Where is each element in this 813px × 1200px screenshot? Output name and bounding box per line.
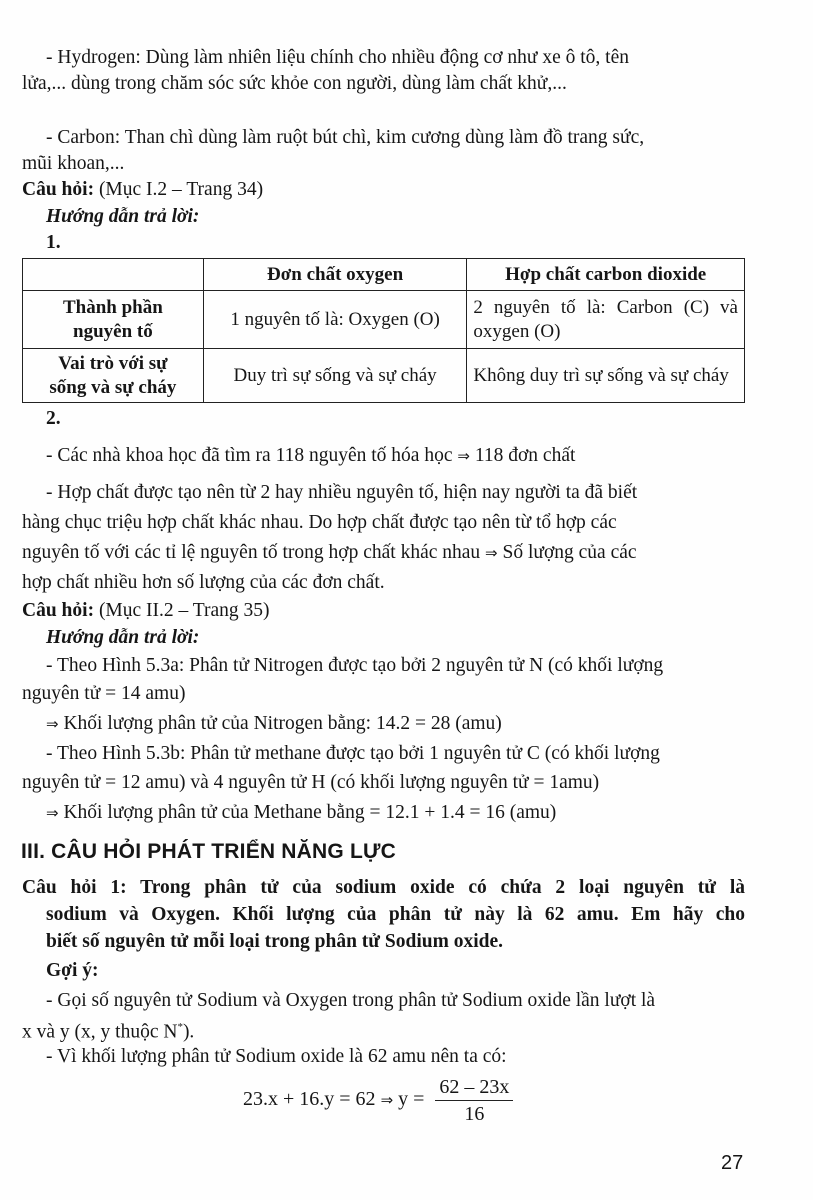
q1-line-2: sodium và Oxygen. Khối lượng của phân tử này là 62 amu. Em hãy cho: [46, 904, 745, 925]
row-label-line: Thành phần: [62, 296, 163, 318]
row-label-composition: [23, 291, 204, 349]
hint-line-3: - Vì khối lượng phân tử Sodium oxide là 62 amu nên ta có:: [46, 1046, 507, 1067]
nitrogen-line-2: nguyên tử = 14 amu): [22, 683, 186, 704]
hint-label: Gợi ý:: [46, 960, 99, 981]
cell-co2-composition: 2 nguyên tố là: Carbon (C) và oxygen (O): [467, 291, 745, 349]
text-span: nguyên tố với các tỉ lệ nguyên tố trong hợp chất khác nhau: [22, 542, 486, 563]
hint-line-1: - Gọi số nguyên tử Sodium và Oxygen trong phân tử Sodium oxide lần lượt là: [46, 990, 656, 1011]
superscript-star: *: [177, 1021, 183, 1033]
hint-line-2: [22, 1014, 194, 1046]
row-label-role: [23, 349, 204, 403]
implies-arrow-icon: ⇒: [380, 1091, 394, 1110]
table-row: [23, 291, 745, 349]
cell-co2-role: Không duy trì sự sống và sự cháy: [467, 349, 745, 403]
text-span: Khối lượng phân tử của Methane bằng = 12.1 + 1.4 = 16 (amu): [58, 802, 557, 823]
question-a-guide: Hướng dẫn trả lời:: [46, 206, 200, 227]
q1-line-3: biết số nguyên tử mỗi loại trong phân tử Sodium oxide.: [46, 931, 503, 952]
carbon-line-2: mũi khoan,...: [22, 153, 125, 174]
hydrogen-line-1: - Hydrogen: Dùng làm nhiên liệu chính cho nhiều động cơ như xe ô tô, tên: [46, 47, 630, 68]
fraction-numerator: 62 – 23x: [435, 1074, 513, 1101]
fraction: [435, 1074, 513, 1127]
question-b-guide: Hướng dẫn trả lời:: [46, 627, 200, 648]
text-span: Khối lượng phân tử của Nitrogen bằng: 14.2 = 28 (amu): [58, 713, 502, 734]
cell-oxygen-role: Duy trì sự sống và sự cháy: [203, 349, 467, 403]
row-label-line: nguyên tố: [73, 320, 153, 342]
text-span: - Các nhà khoa học đã tìm ra 118 nguyên tố hóa học: [46, 445, 458, 466]
hydrogen-line-2: lửa,... dùng trong chăm sóc sức khỏe con người, dùng làm chất khử,...: [22, 73, 567, 94]
table-header-co2: Hợp chất carbon dioxide: [467, 259, 745, 291]
equation-mid: y =: [393, 1088, 430, 1111]
implies-arrow-icon: ⇒: [46, 804, 59, 822]
text-span: ).: [182, 1021, 195, 1043]
equation: [243, 1074, 513, 1127]
implies-arrow-icon: ⇒: [457, 447, 470, 465]
table-header-row: [23, 259, 745, 291]
q1-line-1: Câu hỏi 1: Trong phân tử của sodium oxide có chứa 2 loại nguyên tử là: [22, 877, 745, 898]
text-span: Số lượng của các: [497, 542, 637, 563]
methane-line-2: nguyên tử = 12 amu) và 4 nguyên tử H (có khối lượng nguyên tử = 1amu): [22, 772, 600, 793]
question-a-heading: [22, 176, 263, 203]
nitrogen-line-1: - Theo Hình 5.3a: Phân tử Nitrogen được tạo bởi 2 nguyên tử N (có khối lượng: [46, 655, 664, 676]
section-heading: III. CÂU HỎI PHÁT TRIỂN NĂNG LỰC: [21, 840, 396, 863]
carbon-line-1: - Carbon: Than chì dùng làm ruột bút chì, kim cương dùng làm đồ trang sức,: [46, 127, 645, 148]
row-label-line: Vai trò với sự: [58, 352, 168, 374]
equation-lhs: 23.x + 16.y = 62: [243, 1088, 381, 1111]
cell-oxygen-composition: 1 nguyên tố là: Oxygen (O): [203, 291, 467, 349]
implies-arrow-icon: ⇒: [485, 544, 498, 562]
text-span: 118 đơn chất: [469, 445, 576, 466]
methane-line-1: - Theo Hình 5.3b: Phân tử methane được tạo bởi 1 nguyên tử C (có khối lượng: [46, 743, 660, 764]
part-2-para-line-4: hợp chất nhiều hơn số lượng của các đơn chất.: [22, 572, 385, 593]
part-1-label: 1.: [46, 232, 61, 253]
methane-result: [46, 799, 556, 827]
page-number: 27: [721, 1152, 744, 1174]
part-2-label: 2.: [46, 408, 61, 429]
implies-arrow-icon: ⇒: [46, 715, 59, 733]
comparison-table: [22, 258, 745, 403]
question-b-heading: [22, 597, 270, 624]
table-row: [23, 349, 745, 403]
question-a-ref: (Mục I.2 – Trang 34): [94, 179, 264, 200]
question-b-label: Câu hỏi:: [22, 600, 95, 621]
row-label-line: sống và sự cháy: [49, 376, 177, 398]
question-a-label: Câu hỏi:: [22, 179, 95, 200]
question-b-ref: (Mục II.2 – Trang 35): [94, 600, 270, 621]
table-header-oxygen: Đơn chất oxygen: [203, 259, 467, 291]
fraction-denominator: 16: [464, 1103, 485, 1125]
text-span: x và y (x, y thuộc N: [22, 1021, 178, 1043]
part-2-para-line-3: [22, 539, 637, 567]
table-header-empty: [23, 259, 204, 291]
nitrogen-result: [46, 710, 502, 738]
part-2-para-line-2: hàng chục triệu hợp chất khác nhau. Do hợp chất được tạo nên từ tổ hợp các: [22, 512, 617, 533]
part-2-para-line-1: - Hợp chất được tạo nên từ 2 hay nhiều nguyên tố, hiện nay người ta đã biết: [46, 482, 638, 503]
part-2-line-1: [46, 442, 575, 470]
